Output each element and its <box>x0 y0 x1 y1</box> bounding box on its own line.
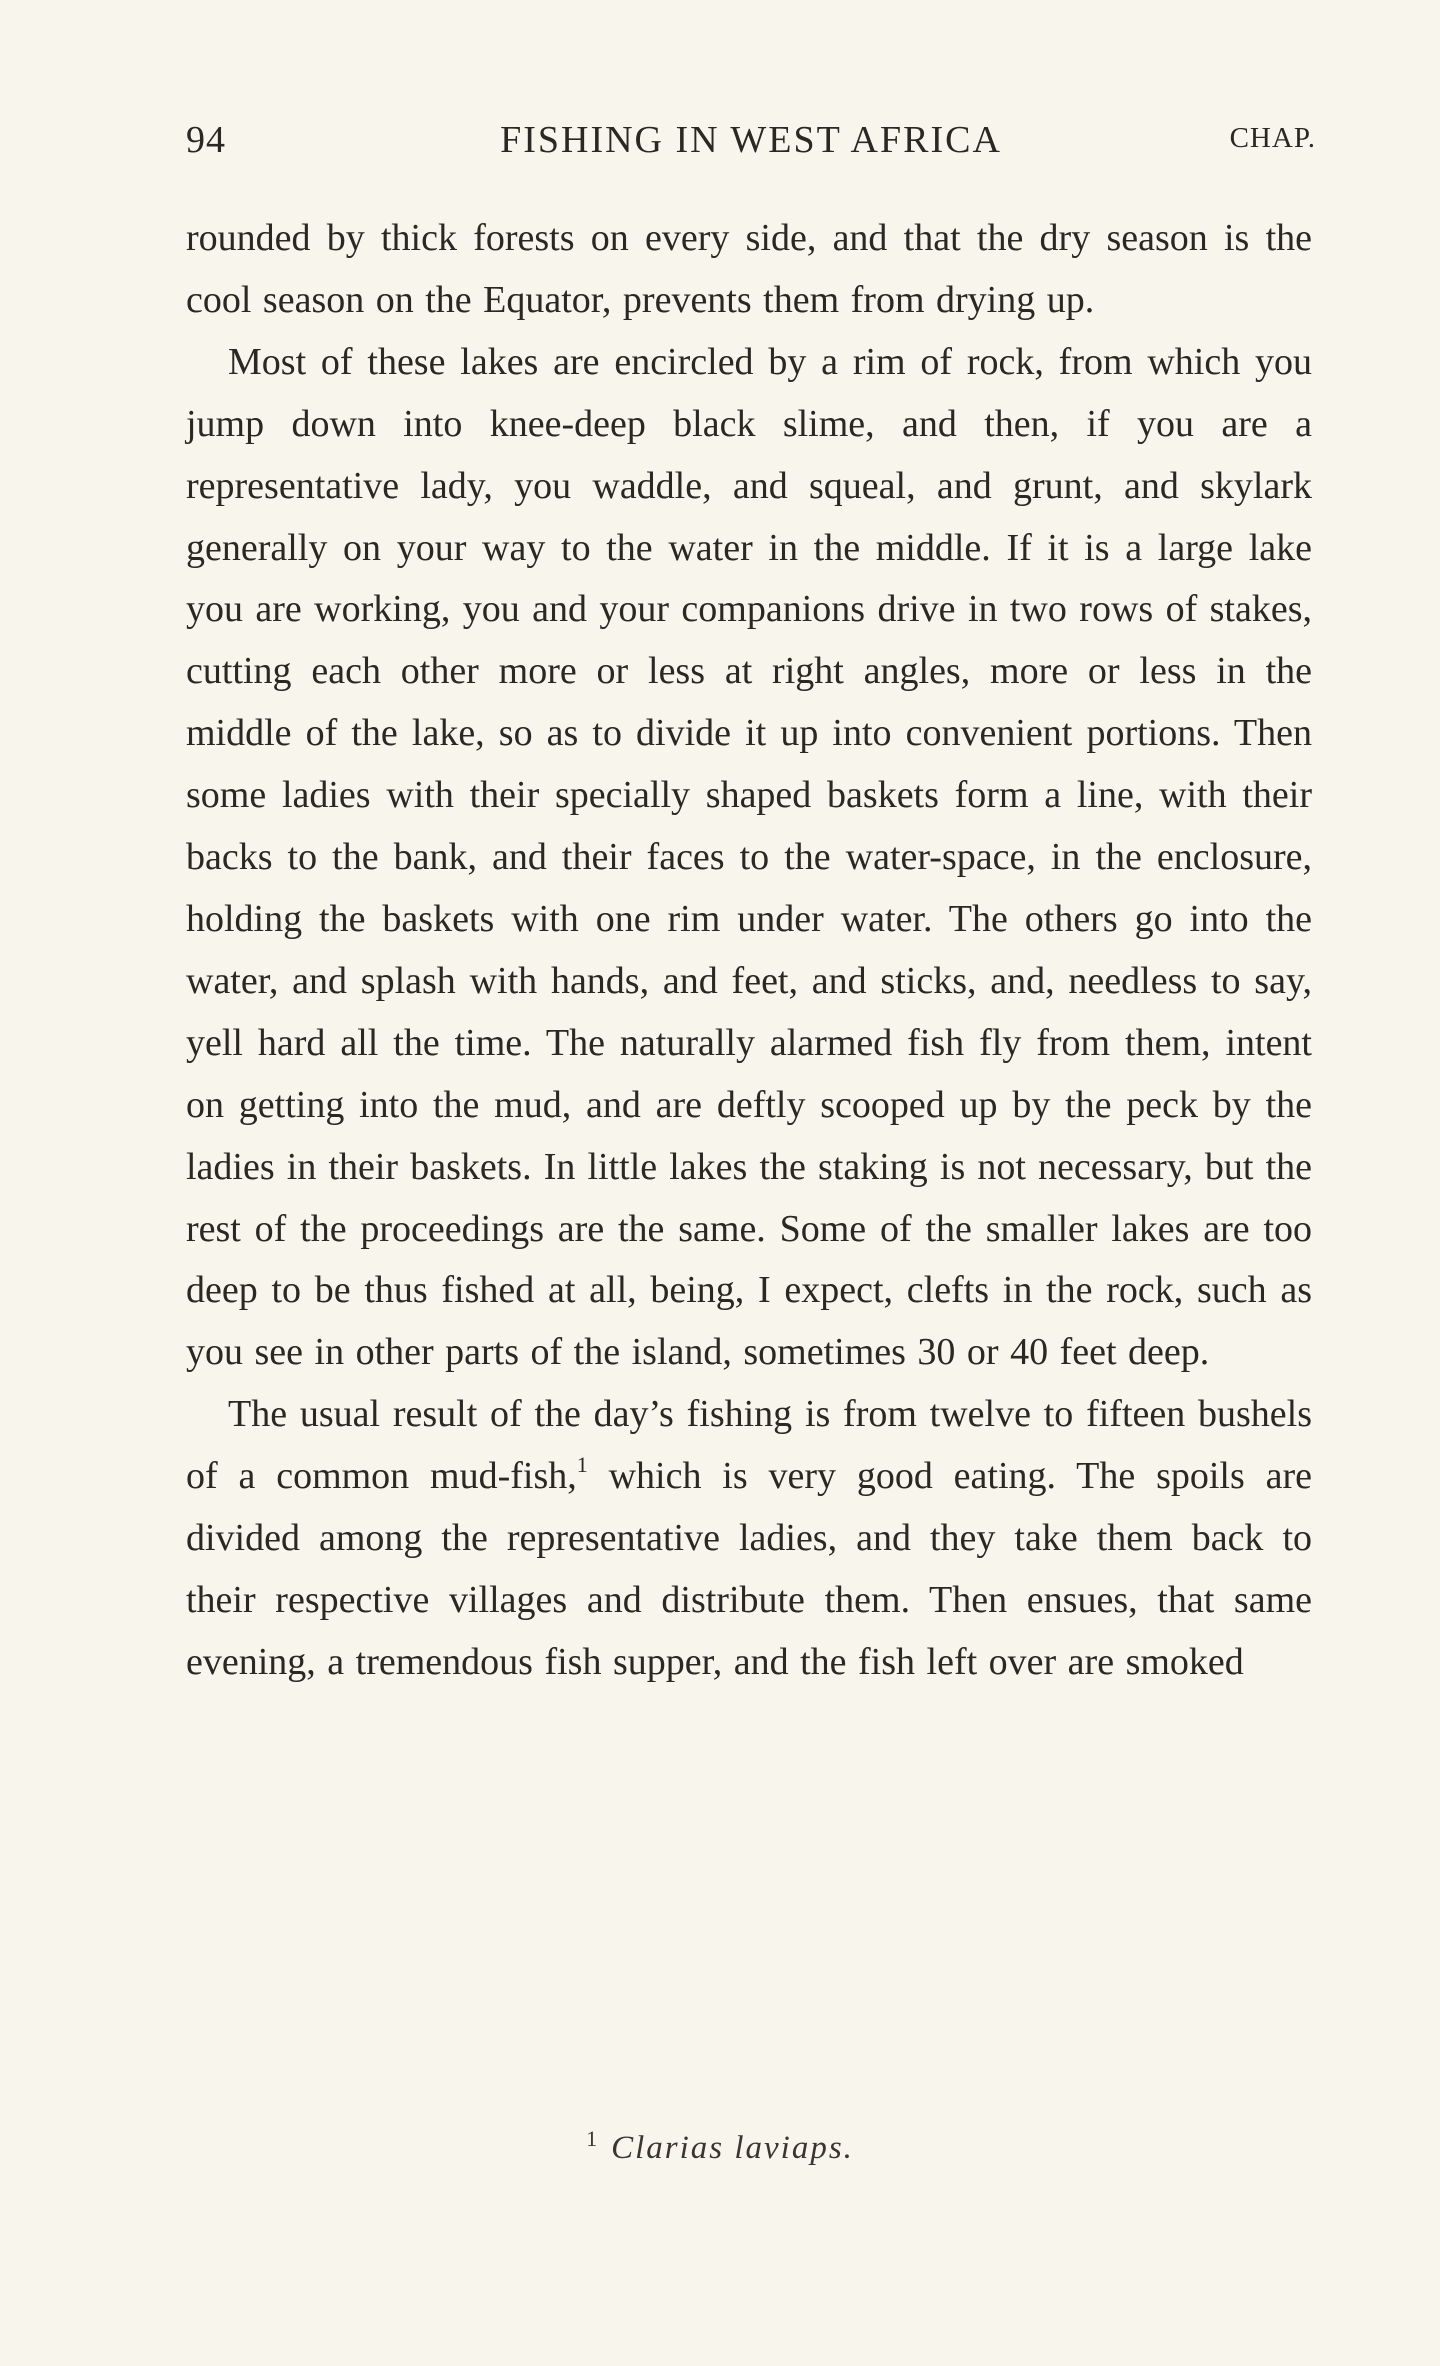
paragraph-continued: rounded by thick forests on every side, and that the dry season is the cool season on the Equator, prevents them from drying up. <box>186 217 1312 321</box>
paragraph-text-part: The usual result of the day’s fishing is from twelve to fifteen bushels of a common mud-fish, <box>186 1393 1312 1498</box>
chapter-mark: CHAP. <box>1229 122 1316 154</box>
page-number: 94 <box>186 119 226 161</box>
running-title: FISHING IN WEST AFRICA <box>500 119 1002 161</box>
footnote <box>0 2126 1440 2167</box>
running-header <box>186 118 1316 168</box>
body-text <box>186 208 1312 1694</box>
footnote-mark: 1 <box>586 2126 598 2151</box>
paragraph-lakes-fishing: Most of these lakes are encircled by a rim of rock, from which you jump down into knee-deep black slime, and then, if you are a representative lady, you waddle, and squeal, and grunt, and skylark generally on your way to the water in the middle. If it is a large lake you are working, you and your companions drive in two rows of stakes, cutting each other more or less at right angles, more or less in the middle of the lake, so as to divide it up into convenient portions. Then some ladies with their specially shaped baskets form a line, with their backs to the bank, and their faces to the water-space, in the enclosure, holding the baskets with one rim under water. The others go into the water, and splash with hands, and feet, and sticks, and, needless to say, yell hard all the time. The naturally alarmed fish fly from them, intent on getting into the mud, and are deftly scooped up by the peck by the ladies in their baskets. In little lakes the staking is not necessary, but the rest of the proceedings are the same. Some of the smaller lakes are too deep to be thus fished at all, being, I expect, clefts in the rock, such as you see in other parts of the island, sometimes 30 or 40 feet deep. <box>186 340 1312 1374</box>
paragraph-text-part: which is very good eating. The spoils are divided among the representative ladies, and they take them back to their respective villages and distribute them. Then ensues, that same evening, a tremendous fish supper, and the fish left over are smoked <box>186 1455 1312 1683</box>
footnote-reference: 1 <box>576 1452 588 1478</box>
paragraph-day-result <box>186 1384 1312 1694</box>
footnote-text: Clarias laviaps. <box>611 2130 854 2166</box>
